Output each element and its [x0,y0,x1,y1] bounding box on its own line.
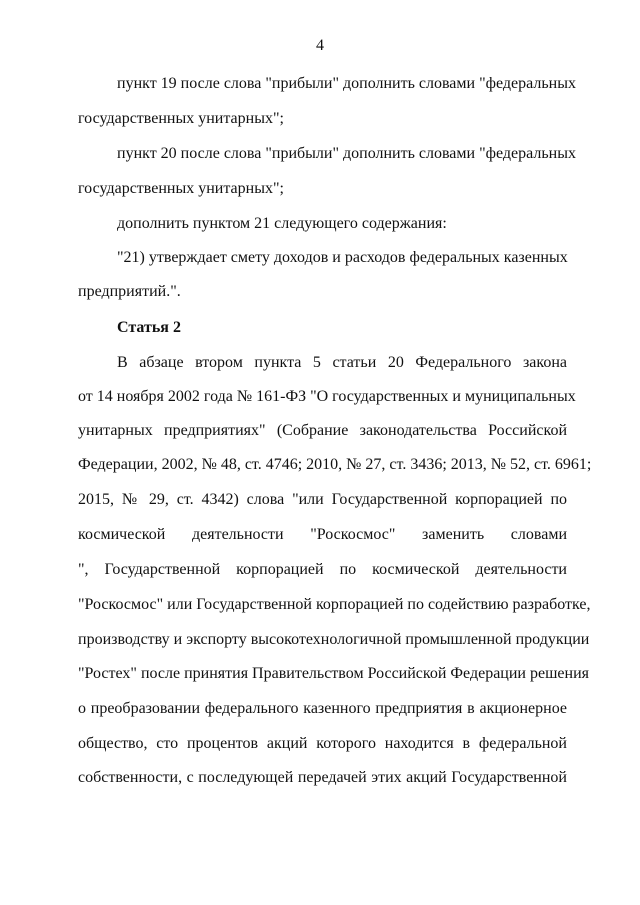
text-line-21: собственности, с последующей передачей этих акций Государственной [78,769,567,786]
text-line-7: предприятий.". [78,283,181,300]
text-line-20: общество, сто процентов акций которого находится в федеральной [78,735,567,752]
text-line-18: "Ростех" после принятия Правительством Российской Федерации решения [78,665,589,682]
text-line-12: Федерации, 2002, № 48, ст. 4746; 2010, № 27, ст. 3436; 2013, № 52, ст. 6961; [78,456,592,473]
text-line-6: "21) утверждает смету доходов и расходов федеральных казенных [117,249,568,266]
text-line-15: ", Государственной корпорацией по космической деятельности [78,561,567,578]
text-line-17: производству и экспорту высокотехнологичной промышленной продукции [78,631,590,648]
text-line-10: от 14 ноября 2002 года № 161-ФЗ "О государственных и муниципальных [78,388,576,405]
text-line-11: унитарных предприятиях" (Собрание законодательства Российской [78,422,567,439]
text-line-13: 2015, № 29, ст. 4342) слова "или Государственной корпорацией по [78,491,567,508]
text-line-9: В абзаце втором пункта 5 статьи 20 Федерального закона [117,354,567,371]
article-heading: Статья 2 [117,319,181,336]
text-line-1: пункт 19 после слова "прибыли" дополнить словами "федеральных [117,75,576,92]
text-line-14: космической деятельности "Роскосмос" заменить словами [78,526,567,543]
text-line-5: дополнить пунктом 21 следующего содержания: [117,215,447,232]
page-number: 4 [316,37,324,54]
text-line-4: государственных унитарных"; [78,180,284,197]
text-line-3: пункт 20 после слова "прибыли" дополнить словами "федеральных [117,145,576,162]
text-line-19: о преобразовании федерального казенного предприятия в акционерное [78,700,567,717]
text-line-16: "Роскосмос" или Государственной корпорацией по содействию разработке, [78,596,591,613]
text-line-2: государственных унитарных"; [78,110,284,127]
